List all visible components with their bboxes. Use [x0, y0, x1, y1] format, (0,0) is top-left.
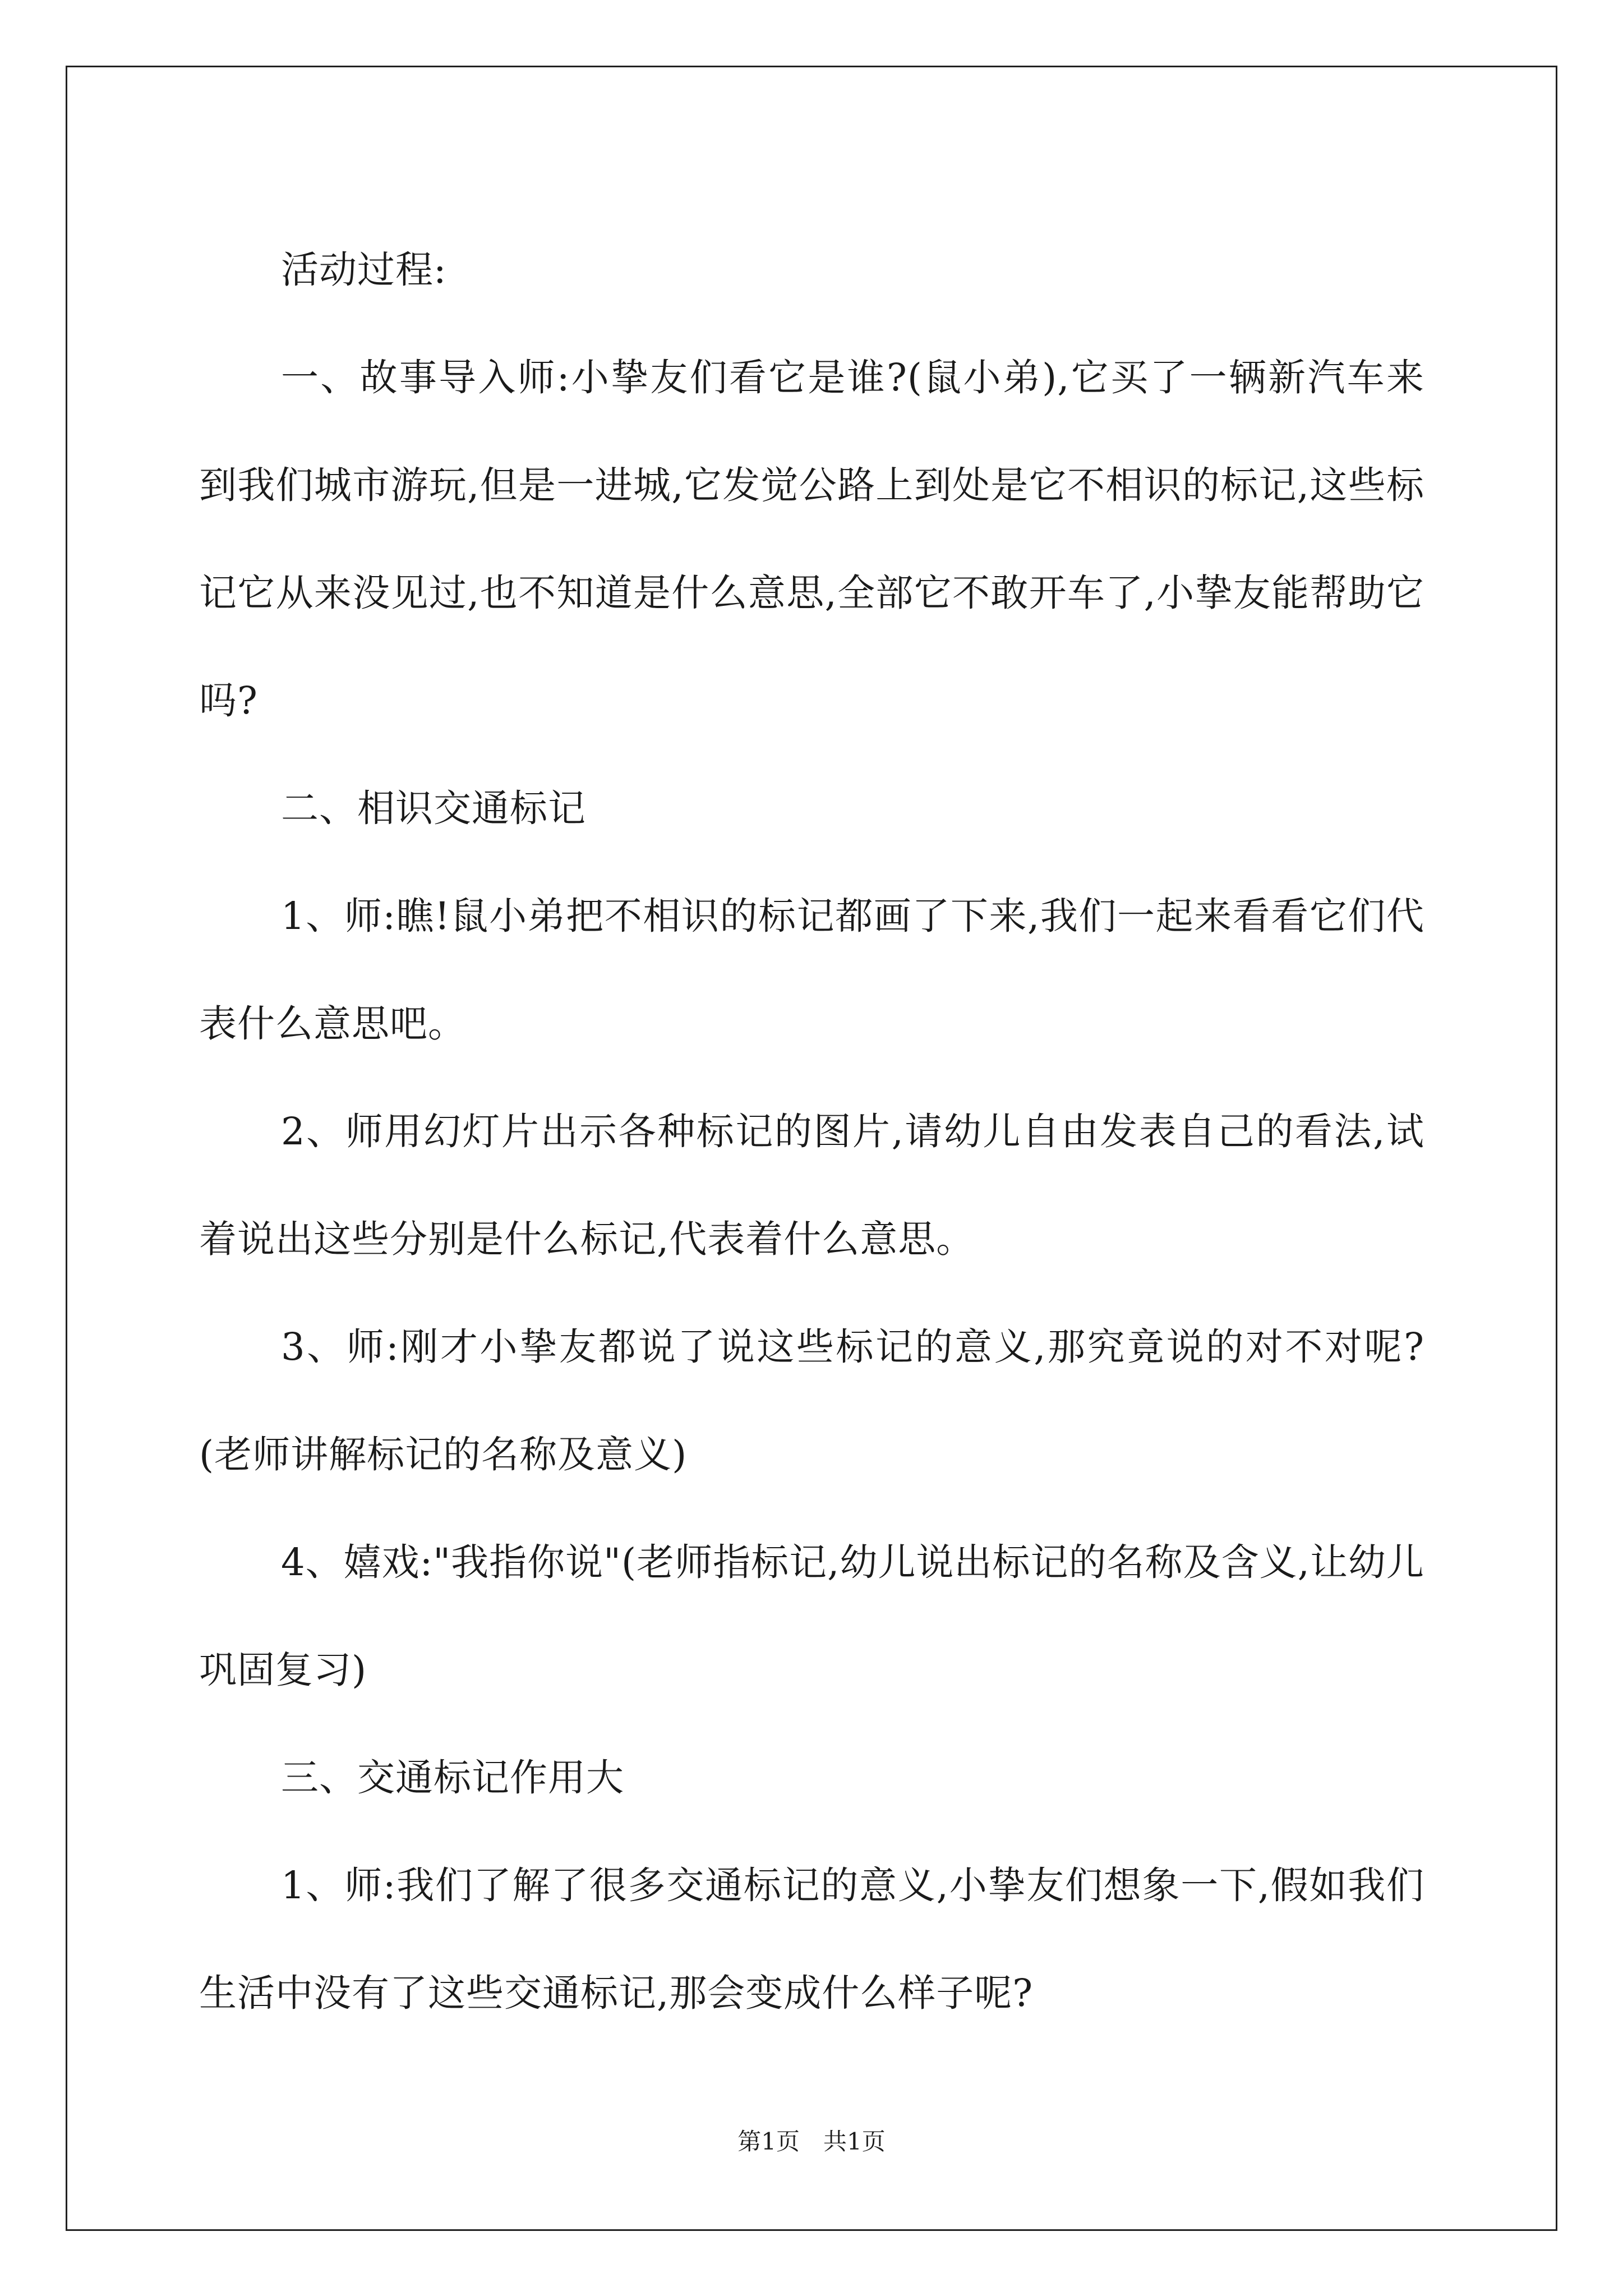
document-body	[199, 216, 1424, 2047]
paragraph-activity-process: 活动过程:	[281, 248, 447, 292]
paragraph-section-two-heading: 二、相识交通标记	[281, 786, 586, 830]
paragraph-section-three-heading: 三、交通标记作用大	[281, 1756, 624, 1800]
paragraph-story-intro: 一、故事导入师:小挚友们看它是谁?(鼠小弟),它买了一辆新汽车来到我们城市游玩,但是一进城,它发觉公路上到处是它不相识的标记,这些标记它从来没见过,也不知道是什么意思,全部它不敢开车了,小挚友能帮助它吗?	[199, 356, 1424, 723]
paragraph-item-1: 1、师:瞧!鼠小弟把不相识的标记都画了下来,我们一起来看看它们代表什么意思吧。	[199, 894, 1424, 1046]
paragraph-item-2: 2、师用幻灯片出示各种标记的图片,请幼儿自由发表自己的看法,试着说出这些分别是什么标记,代表着什么意思。	[199, 1110, 1424, 1261]
paragraph-item-4: 4、嬉戏:"我指你说"(老师指标记,幼儿说出标记的名称及含义,让幼儿巩固复习)	[199, 1540, 1424, 1692]
paragraph-section-three-item-1: 1、师:我们了解了很多交通标记的意义,小挚友们想象一下,假如我们生活中没有了这些交通标记,那会变成什么样子呢?	[199, 1864, 1424, 2015]
page-footer: 第1页 共1页	[737, 2128, 886, 2155]
paragraph-item-3: 3、师:刚才小挚友都说了说这些标记的意义,那究竟说的对不对呢?(老师讲解标记的名称及意义)	[199, 1325, 1424, 1476]
